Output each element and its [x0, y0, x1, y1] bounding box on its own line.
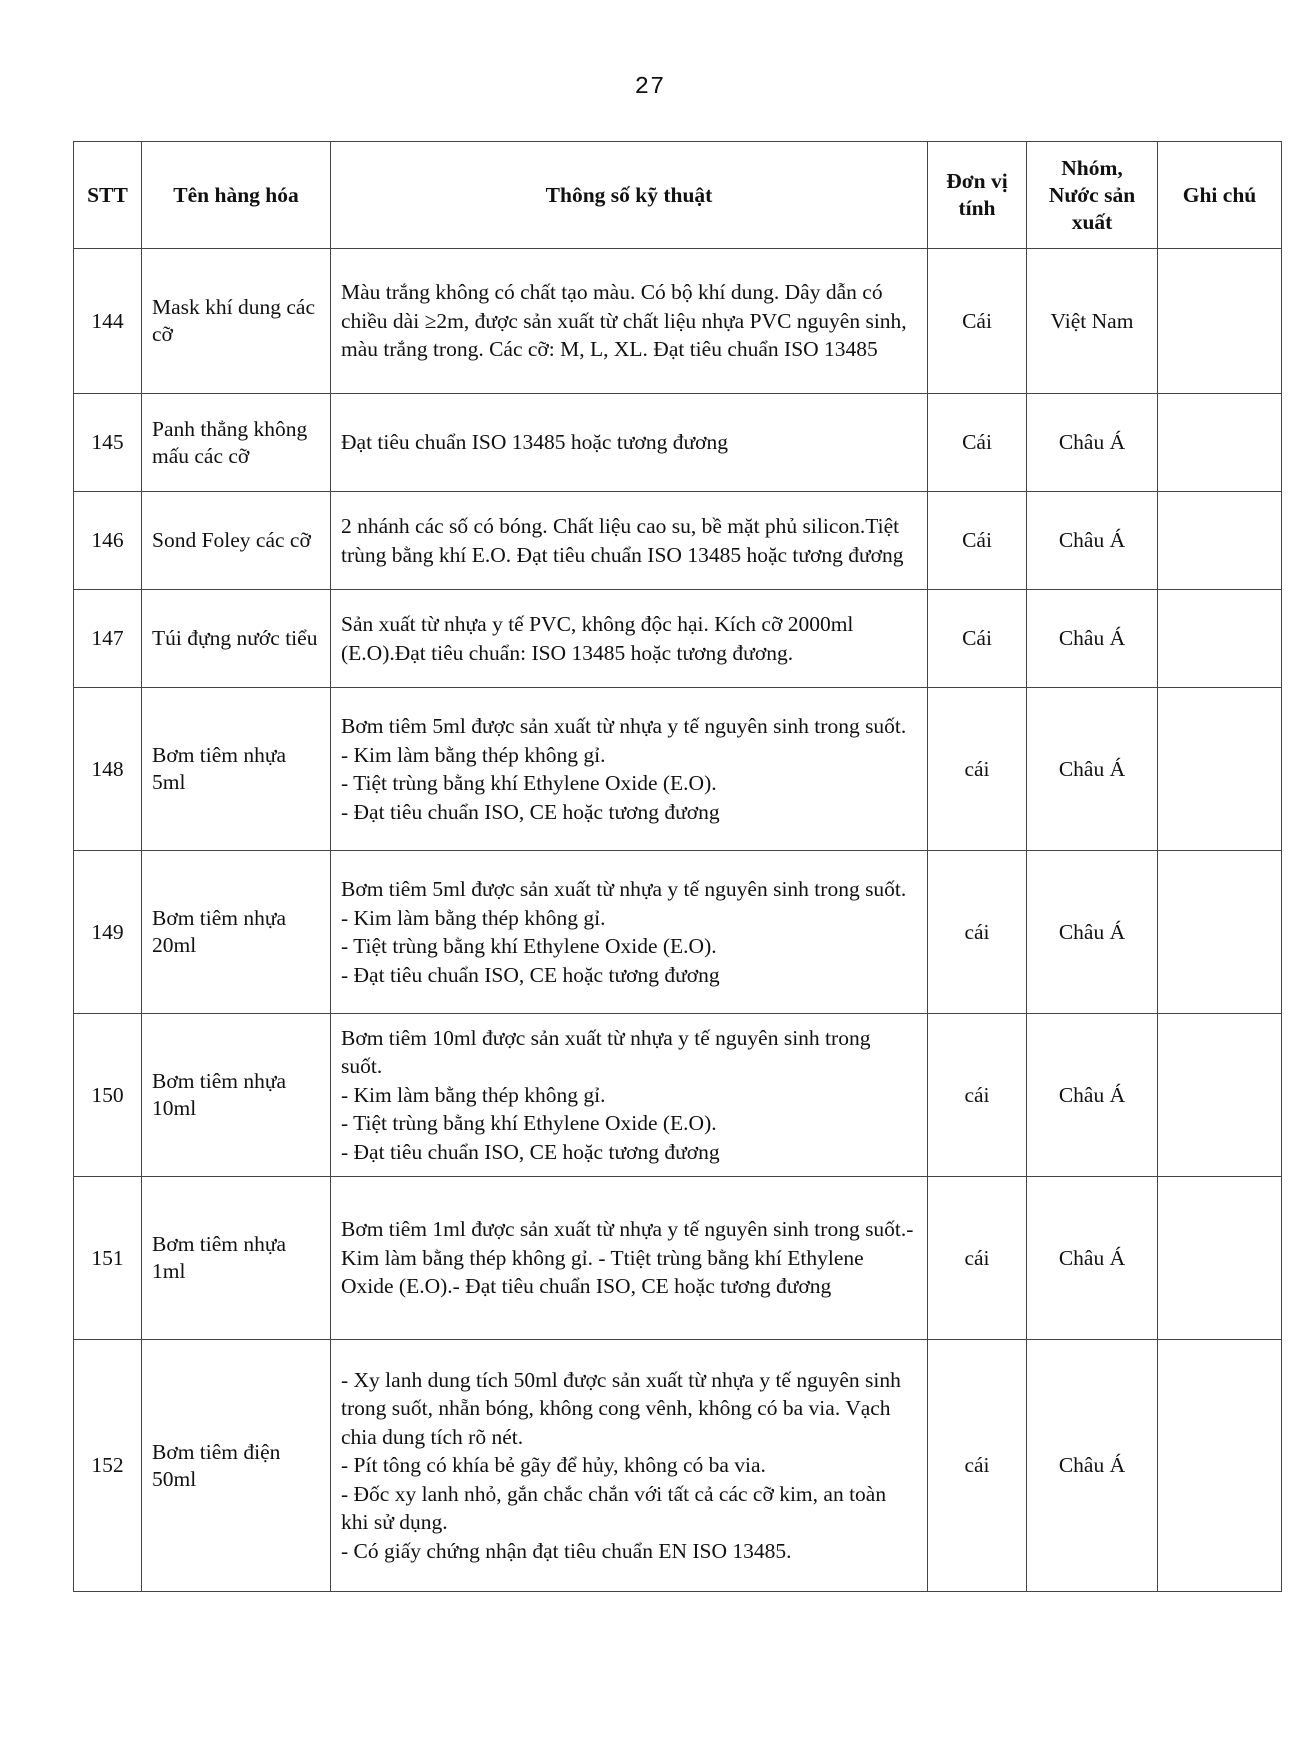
row-note — [1158, 590, 1282, 688]
goods-table — [73, 141, 1282, 1592]
page-number: 27 — [634, 74, 666, 101]
spec-line: - Kim làm bằng thép không gỉ. — [341, 905, 606, 930]
row-spec — [331, 851, 928, 1014]
row-name: Bơm tiêm nhựa 1ml — [142, 1177, 331, 1340]
row-note — [1158, 851, 1282, 1014]
row-note — [1158, 688, 1282, 851]
spec-line: - Đạt tiêu chuẩn ISO, CE hoặc tương đương — [341, 962, 720, 987]
row-stt: 152 — [74, 1340, 142, 1592]
spec-line: - Pít tông có khía bẻ gãy để hủy, không có ba via. — [341, 1453, 766, 1478]
row-origin: Việt Nam — [1027, 249, 1158, 394]
table-row — [74, 394, 1282, 492]
table-row — [74, 1340, 1282, 1592]
spec-line: - Xy lanh dung tích 50ml được sản xuất từ nhựa y tế nguyên sinh trong suốt, nhẵn bóng, không cong vênh, không có ba via. Vạch chia dung tích rõ nét. — [341, 1367, 901, 1449]
row-name: Bơm tiêm nhựa 5ml — [142, 688, 331, 851]
row-spec — [331, 1340, 928, 1592]
row-stt: 144 — [74, 249, 142, 394]
header-spec: Thông số kỹ thuật — [331, 142, 928, 249]
row-unit: cái — [928, 1014, 1027, 1177]
row-stt: 147 — [74, 590, 142, 688]
row-unit: cái — [928, 1340, 1027, 1592]
table-row — [74, 492, 1282, 590]
spec-line: Bơm tiêm 5ml được sản xuất từ nhựa y tế nguyên sinh trong suốt. — [341, 714, 907, 738]
row-origin: Châu Á — [1027, 1340, 1158, 1592]
row-unit: Cái — [928, 492, 1027, 590]
row-origin: Châu Á — [1027, 590, 1158, 688]
header-stt: STT — [74, 142, 142, 249]
row-unit: Cái — [928, 590, 1027, 688]
header-origin: Nhóm, Nước sản xuất — [1027, 142, 1158, 249]
spec-line: - Tiệt trùng bằng khí Ethylene Oxide (E.O). — [341, 771, 717, 795]
row-unit: Cái — [928, 249, 1027, 394]
row-unit: cái — [928, 851, 1027, 1014]
table-row — [74, 590, 1282, 688]
row-unit: Cái — [928, 394, 1027, 492]
row-name: Bơm tiêm điện 50ml — [142, 1340, 331, 1592]
row-name: Túi đựng nước tiểu — [142, 590, 331, 688]
header-note: Ghi chú — [1158, 142, 1282, 249]
header-unit: Đơn vị tính — [928, 142, 1027, 249]
row-origin: Châu Á — [1027, 1177, 1158, 1340]
header-name: Tên hàng hóa — [142, 142, 331, 249]
row-stt: 145 — [74, 394, 142, 492]
spec-line: Bơm tiêm 10ml được sản xuất từ nhựa y tế nguyên sinh trong suốt. — [341, 1025, 871, 1079]
spec-line: - Tiệt trùng bằng khí Ethylene Oxide (E.O). — [341, 934, 717, 958]
row-stt: 146 — [74, 492, 142, 590]
row-stt: 148 — [74, 688, 142, 851]
spec-line: - Đốc xy lanh nhỏ, gắn chắc chắn với tất cả các cỡ kim, an toàn khi sử dụng. — [341, 1481, 887, 1535]
table-row — [74, 688, 1282, 851]
row-note — [1158, 249, 1282, 394]
table-row — [74, 249, 1282, 394]
spec-line: Bơm tiêm 1ml được sản xuất từ nhựa y tế nguyên sinh trong suốt.- Kim làm bằng thép không gỉ. - Ttiệt trùng bằng khí Ethylene Oxide (E.O).- Đạt tiêu chuẩn ISO, CE hoặc tương đương — [341, 1217, 914, 1299]
row-name: Bơm tiêm nhựa 20ml — [142, 851, 331, 1014]
row-stt: 151 — [74, 1177, 142, 1340]
spec-line: - Có giấy chứng nhận đạt tiêu chuẩn EN ISO 13485. — [341, 1538, 792, 1563]
row-note — [1158, 1340, 1282, 1592]
row-spec — [331, 1014, 928, 1177]
row-spec — [331, 249, 928, 394]
row-origin: Châu Á — [1027, 1014, 1158, 1177]
table-row — [74, 851, 1282, 1014]
spec-line: - Tiệt trùng bằng khí Ethylene Oxide (E.O). — [341, 1111, 717, 1136]
row-spec — [331, 1177, 928, 1340]
row-name: Sond Foley các cỡ — [142, 492, 331, 590]
row-origin: Châu Á — [1027, 851, 1158, 1014]
row-note — [1158, 394, 1282, 492]
row-note — [1158, 492, 1282, 590]
row-spec — [331, 688, 928, 851]
spec-line: - Kim làm bằng thép không gỉ. — [341, 742, 606, 767]
row-spec — [331, 590, 928, 688]
spec-line: Bơm tiêm 5ml được sản xuất từ nhựa y tế nguyên sinh trong suốt. — [341, 877, 907, 901]
row-name: Panh thẳng không mấu các cỡ — [142, 394, 331, 492]
row-stt: 149 — [74, 851, 142, 1014]
table-row — [74, 1177, 1282, 1340]
spec-line: Đạt tiêu chuẩn ISO 13485 hoặc tương đương — [341, 430, 728, 455]
spec-line: - Kim làm bằng thép không gỉ. — [341, 1082, 606, 1107]
row-name: Bơm tiêm nhựa 10ml — [142, 1014, 331, 1177]
spec-line: - Đạt tiêu chuẩn ISO, CE hoặc tương đương — [341, 1139, 720, 1164]
row-origin: Châu Á — [1027, 394, 1158, 492]
row-note — [1158, 1177, 1282, 1340]
spec-line: 2 nhánh các số có bóng. Chất liệu cao su, bề mặt phủ silicon.Tiệt trùng bằng khí E.O. Đạt tiêu chuẩn ISO 13485 hoặc tương đương — [341, 514, 904, 567]
row-spec — [331, 394, 928, 492]
row-origin: Châu Á — [1027, 492, 1158, 590]
row-note — [1158, 1014, 1282, 1177]
row-name: Mask khí dung các cỡ — [142, 249, 331, 394]
spec-line: Sản xuất từ nhựa y tế PVC, không độc hại. Kích cỡ 2000ml (E.O).Đạt tiêu chuẩn: ISO 13485 hoặc tương đương. — [341, 612, 854, 665]
row-unit: cái — [928, 1177, 1027, 1340]
row-origin: Châu Á — [1027, 688, 1158, 851]
spec-line: Màu trắng không có chất tạo màu. Có bộ khí dung. Dây dẫn có chiều dài ≥2m, được sản xuất từ chất liệu nhựa PVC nguyên sinh, màu trắng trong. Các cỡ: M, L, XL. Đạt tiêu chuẩn ISO 13485 — [341, 280, 907, 362]
row-spec — [331, 492, 928, 590]
table-row — [74, 1014, 1282, 1177]
spec-line: - Đạt tiêu chuẩn ISO, CE hoặc tương đương — [341, 799, 720, 824]
row-unit: cái — [928, 688, 1027, 851]
row-stt: 150 — [74, 1014, 142, 1177]
header-row — [74, 142, 1282, 249]
